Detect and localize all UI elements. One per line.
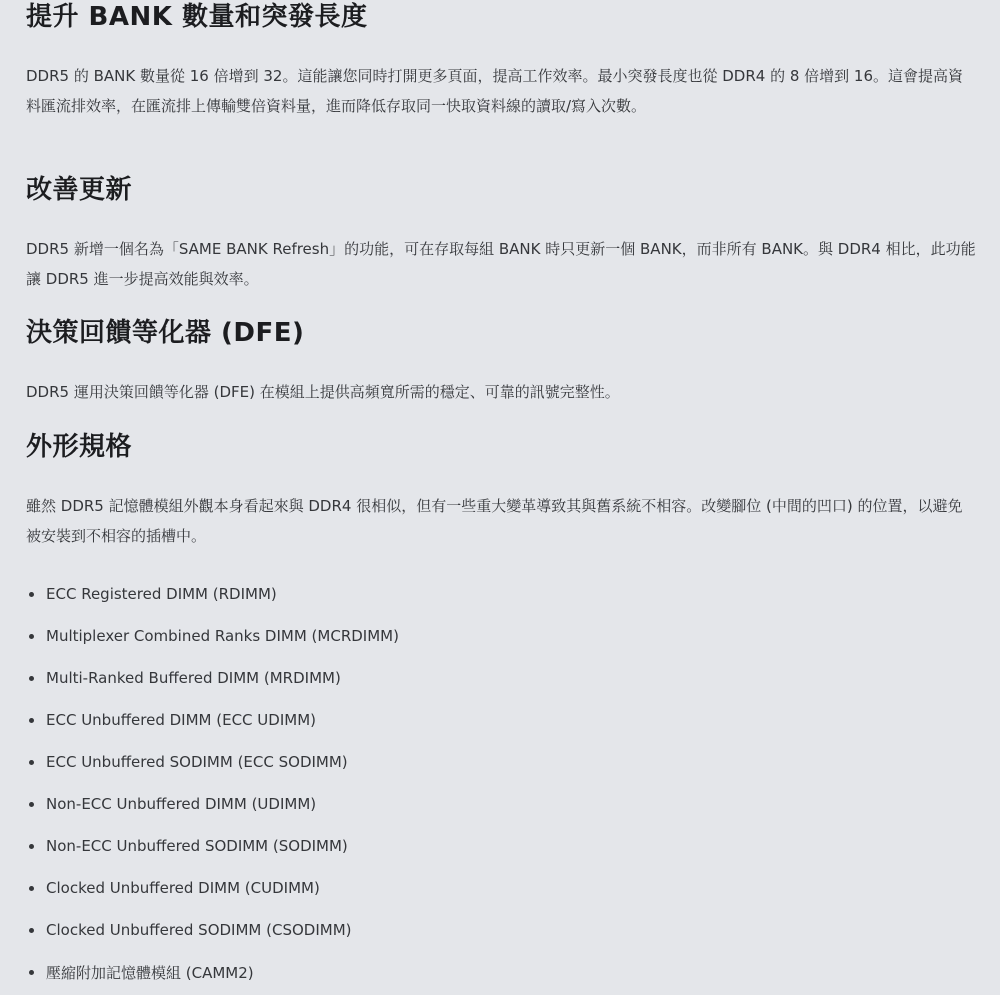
paragraph-bank-burst-length: DDR5 的 BANK 數量從 16 倍增到 32。這能讓您同時打開更多頁面，提高工作效率。最小突發長度也從 DDR4 的 8 倍增到 16。這會提高資料匯流排效率，在匯流排上傳輸雙倍資料量，進而降低存取同一快取資料線的讀取/寫入次數。 xyxy=(26,67,963,115)
bullet-icon xyxy=(29,844,34,849)
bullet-icon xyxy=(29,634,34,639)
heading-bank-burst-length: 提升 BANK 數量和突發長度 xyxy=(26,2,368,32)
list-item-label: Multiplexer Combined Ranks DIMM (MCRDIMM) xyxy=(46,627,399,645)
bullet-icon xyxy=(29,802,34,807)
list-item xyxy=(26,699,926,741)
list-item xyxy=(26,909,926,951)
heading-dfe: 決策回饋等化器 (DFE) xyxy=(26,318,305,348)
bullet-icon xyxy=(29,886,34,891)
paragraph-form-factor: 雖然 DDR5 記憶體模組外觀本身看起來與 DDR4 很相似，但有一些重大變革導致其與舊系統不相容。改變腳位 (中間的凹口) 的位置，以避免被安裝到不相容的插槽中。 xyxy=(26,497,963,545)
list-item-label: Non-ECC Unbuffered DIMM (UDIMM) xyxy=(46,795,317,813)
list-item xyxy=(26,615,926,657)
bullet-icon xyxy=(29,592,34,597)
list-item xyxy=(26,867,926,909)
list-item xyxy=(26,657,926,699)
list-item-label: 壓縮附加記憶體模組 (CAMM2) xyxy=(46,963,254,982)
form-factor-list xyxy=(26,573,926,993)
paragraph-dfe: DDR5 運用決策回饋等化器 (DFE) 在模組上提供高頻寬所需的穩定、可靠的訊號完整性。 xyxy=(26,383,620,401)
heading-form-factor: 外形規格 xyxy=(26,432,133,462)
list-item-label: ECC Unbuffered DIMM (ECC UDIMM) xyxy=(46,711,316,729)
heading-improved-refresh: 改善更新 xyxy=(26,175,133,205)
paragraph-improved-refresh: DDR5 新增一個名為「SAME BANK Refresh」的功能，可在存取每組 BANK 時只更新一個 BANK，而非所有 BANK。與 DDR4 相比，此功能讓 DDR5 進一步提高效能與效率。 xyxy=(26,240,976,288)
list-item-label: ECC Unbuffered SODIMM (ECC SODIMM) xyxy=(46,753,348,771)
list-item xyxy=(26,573,926,615)
bullet-icon xyxy=(29,928,34,933)
bullet-icon xyxy=(29,718,34,723)
bullet-icon xyxy=(29,676,34,681)
list-item-label: Clocked Unbuffered DIMM (CUDIMM) xyxy=(46,879,320,897)
list-item xyxy=(26,783,926,825)
list-item xyxy=(26,825,926,867)
bullet-icon xyxy=(29,970,34,975)
bullet-icon xyxy=(29,760,34,765)
list-item-label: Multi-Ranked Buffered DIMM (MRDIMM) xyxy=(46,669,341,687)
list-item xyxy=(26,741,926,783)
list-item-label: Non-ECC Unbuffered SODIMM (SODIMM) xyxy=(46,837,348,855)
list-item-label: Clocked Unbuffered SODIMM (CSODIMM) xyxy=(46,921,352,939)
list-item-label: ECC Registered DIMM (RDIMM) xyxy=(46,585,277,603)
list-item xyxy=(26,951,926,993)
